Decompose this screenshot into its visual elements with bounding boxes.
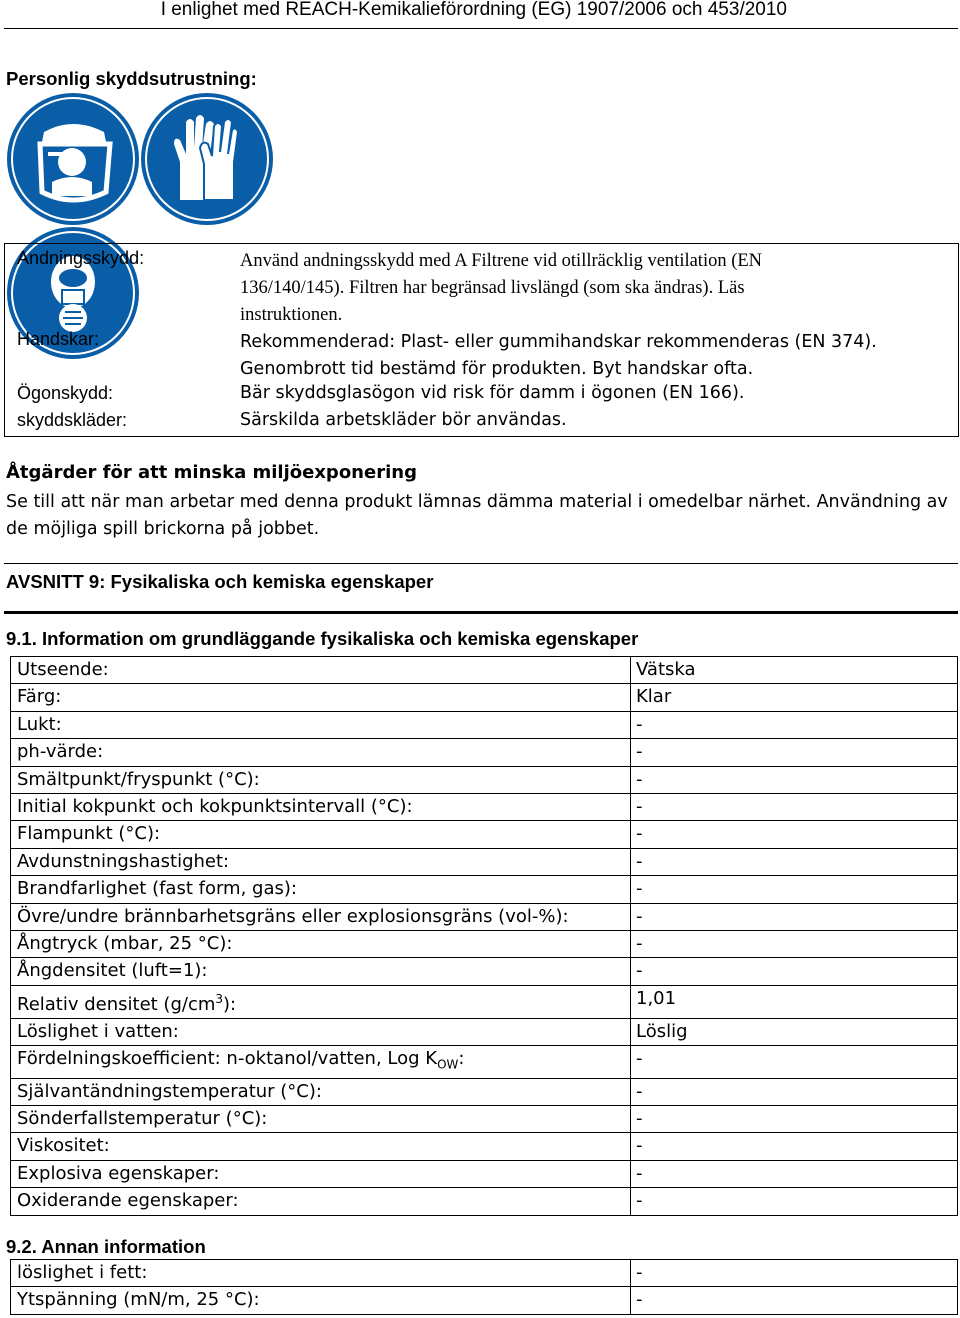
s91-title: 9.1. Information om grundläggande fysikaliska och kemiska egenskaper [6, 628, 639, 649]
property-label-text: Viskositet: [17, 1135, 110, 1157]
table-row [11, 930, 958, 957]
ppe-text-eyes: Bär skyddsglasögon vid risk för damm i ögonen (EN 166). [240, 383, 745, 403]
property-label [11, 958, 631, 985]
property-label [11, 793, 631, 820]
table-row [11, 1188, 958, 1215]
table-row [11, 1260, 958, 1287]
property-value: - [631, 821, 958, 848]
table-row [11, 1160, 958, 1187]
ppe-title: Personlig skyddsutrustning: [6, 68, 257, 89]
gloves-icon [140, 92, 274, 226]
property-label-text: Sönderfallstemperatur (°C): [17, 1108, 268, 1130]
face-shield-icon [6, 92, 140, 226]
property-value: Klar [631, 684, 958, 711]
property-label-text: Ytspänning (mN/m, 25 °C): [17, 1289, 260, 1311]
property-label [11, 848, 631, 875]
property-value: - [631, 1133, 958, 1160]
section9-bottom-rule [4, 611, 958, 614]
property-value: - [631, 739, 958, 766]
property-value: - [631, 1188, 958, 1215]
table-row [11, 1046, 958, 1079]
ppe-line: Använd andningsskydd med A Filtrene vid otillräcklig ventilation (EN [240, 251, 763, 271]
property-label-text: Smältpunkt/fryspunkt (°C): [17, 768, 260, 790]
property-label-text: Fördelningskoefficient: n-oktanol/vatten, Log K [17, 1048, 438, 1070]
env-text [6, 489, 948, 543]
env-line: Se till att när man arbetar med denna produkt lämnas dämma material i omedelbar närhet. Användning av [6, 492, 948, 512]
property-value: - [631, 1046, 958, 1079]
property-value: - [631, 766, 958, 793]
property-value: 1,01 [631, 985, 958, 1018]
property-label [11, 739, 631, 766]
table-row [11, 711, 958, 738]
property-value: - [631, 930, 958, 957]
env-title: Åtgärder för att minska miljöexponering [6, 462, 417, 483]
property-value: - [631, 876, 958, 903]
property-value: - [631, 848, 958, 875]
table-row [11, 821, 958, 848]
property-value: - [631, 1078, 958, 1105]
property-label [11, 684, 631, 711]
property-label [11, 821, 631, 848]
property-label [11, 1133, 631, 1160]
properties-table [10, 656, 958, 1216]
other-properties-table [10, 1259, 958, 1315]
table-row [11, 793, 958, 820]
ppe-text-respiratory [240, 248, 762, 329]
table-row [11, 1078, 958, 1105]
ppe-line: 136/140/145). Filtren har begränsad livslängd (som ska ändras). Läs [240, 278, 745, 298]
ppe-line: Rekommenderad: Plast- eller gummihandskar rekommenderas (EN 374). [240, 332, 877, 352]
property-label [11, 1078, 631, 1105]
property-value: - [631, 903, 958, 930]
env-line: de möjliga spill brickorna på jobbet. [6, 519, 320, 539]
table-row [11, 1018, 958, 1045]
property-label [11, 1046, 631, 1079]
property-label-text: Löslighet i vatten: [17, 1020, 179, 1042]
table-row [11, 1287, 958, 1314]
property-value: Löslig [631, 1018, 958, 1045]
property-label [11, 766, 631, 793]
property-label [11, 1188, 631, 1215]
property-label-text: Självantändningstemperatur (°C): [17, 1080, 322, 1102]
property-label-text: Flampunkt (°C): [17, 823, 161, 845]
ppe-label-gloves: Handskar: [17, 329, 100, 349]
ppe-text-gloves [240, 329, 877, 383]
property-label-text: Lukt: [17, 713, 62, 735]
table-row [11, 903, 958, 930]
property-value: - [631, 1287, 958, 1314]
table-row [11, 958, 958, 985]
property-label-text: löslighet i fett: [17, 1262, 148, 1283]
section9-top-rule [4, 563, 958, 564]
ppe-label-eyes: Ögonskydd: [17, 383, 114, 403]
property-label [11, 1106, 631, 1133]
property-label [11, 1260, 631, 1287]
property-label-suffix: ): [223, 993, 237, 1015]
property-value: - [631, 958, 958, 985]
property-label-text: Brandfarlighet (fast form, gas): [17, 878, 297, 900]
property-value: - [631, 1106, 958, 1133]
property-label [11, 903, 631, 930]
ppe-line: Genombrott tid bestämd för produkten. Byt handskar ofta. [240, 359, 754, 379]
property-label [11, 985, 631, 1018]
property-value: - [631, 793, 958, 820]
property-label-text: ph-värde: [17, 741, 104, 763]
ppe-label-respiratory: Andningsskydd: [17, 248, 145, 268]
property-label [11, 930, 631, 957]
table-row [11, 1106, 958, 1133]
property-label-text: Utseende: [17, 659, 109, 680]
property-label [11, 657, 631, 684]
property-label-text: Ångtryck (mbar, 25 °C): [17, 932, 233, 954]
document-header: I enlighet med REACH-Kemikalieförordning (EG) 1907/2006 och 453/2010 [160, 0, 787, 20]
property-value: - [631, 711, 958, 738]
header-divider [4, 28, 958, 29]
property-label-text: Övre/undre brännbarhetsgräns eller explosionsgräns (vol-%): [17, 905, 569, 927]
property-value: - [631, 1160, 958, 1187]
subscript: OW [437, 1057, 459, 1072]
property-label-text: Ångdensitet (luft=1): [17, 960, 208, 982]
property-label-suffix: : [458, 1048, 465, 1070]
property-label [11, 876, 631, 903]
section9-title: AVSNITT 9: Fysikaliska och kemiska egenskaper [6, 571, 434, 592]
property-label [11, 1160, 631, 1187]
ppe-icons [6, 92, 406, 226]
property-label-text: Relativ densitet (g/cm [17, 993, 216, 1015]
property-label-text: Initial kokpunkt och kokpunktsintervall (°C): [17, 795, 413, 817]
table-row [11, 985, 958, 1018]
property-value: - [631, 1260, 958, 1287]
s92-title: 9.2. Annan information [6, 1236, 206, 1257]
table-row [11, 876, 958, 903]
property-label-text: Explosiva egenskaper: [17, 1162, 220, 1184]
property-label [11, 1018, 631, 1045]
table-row [11, 739, 958, 766]
property-label-text: Oxiderande egenskaper: [17, 1190, 239, 1212]
table-row [11, 657, 958, 684]
table-row [11, 1133, 958, 1160]
property-label-text: Färg: [17, 686, 62, 708]
table-row [11, 766, 958, 793]
property-label-text: Avdunstningshastighet: [17, 850, 230, 872]
property-label [11, 711, 631, 738]
table-row [11, 848, 958, 875]
ppe-table [4, 243, 959, 437]
property-value: Vätska [631, 657, 958, 684]
ppe-text-clothing: Särskilda arbetskläder bör användas. [240, 410, 567, 430]
ppe-line: instruktionen. [240, 305, 343, 325]
table-row [11, 684, 958, 711]
superscript: 3 [215, 991, 224, 1006]
ppe-label-clothing: skyddskläder: [17, 410, 128, 430]
property-label [11, 1287, 631, 1314]
